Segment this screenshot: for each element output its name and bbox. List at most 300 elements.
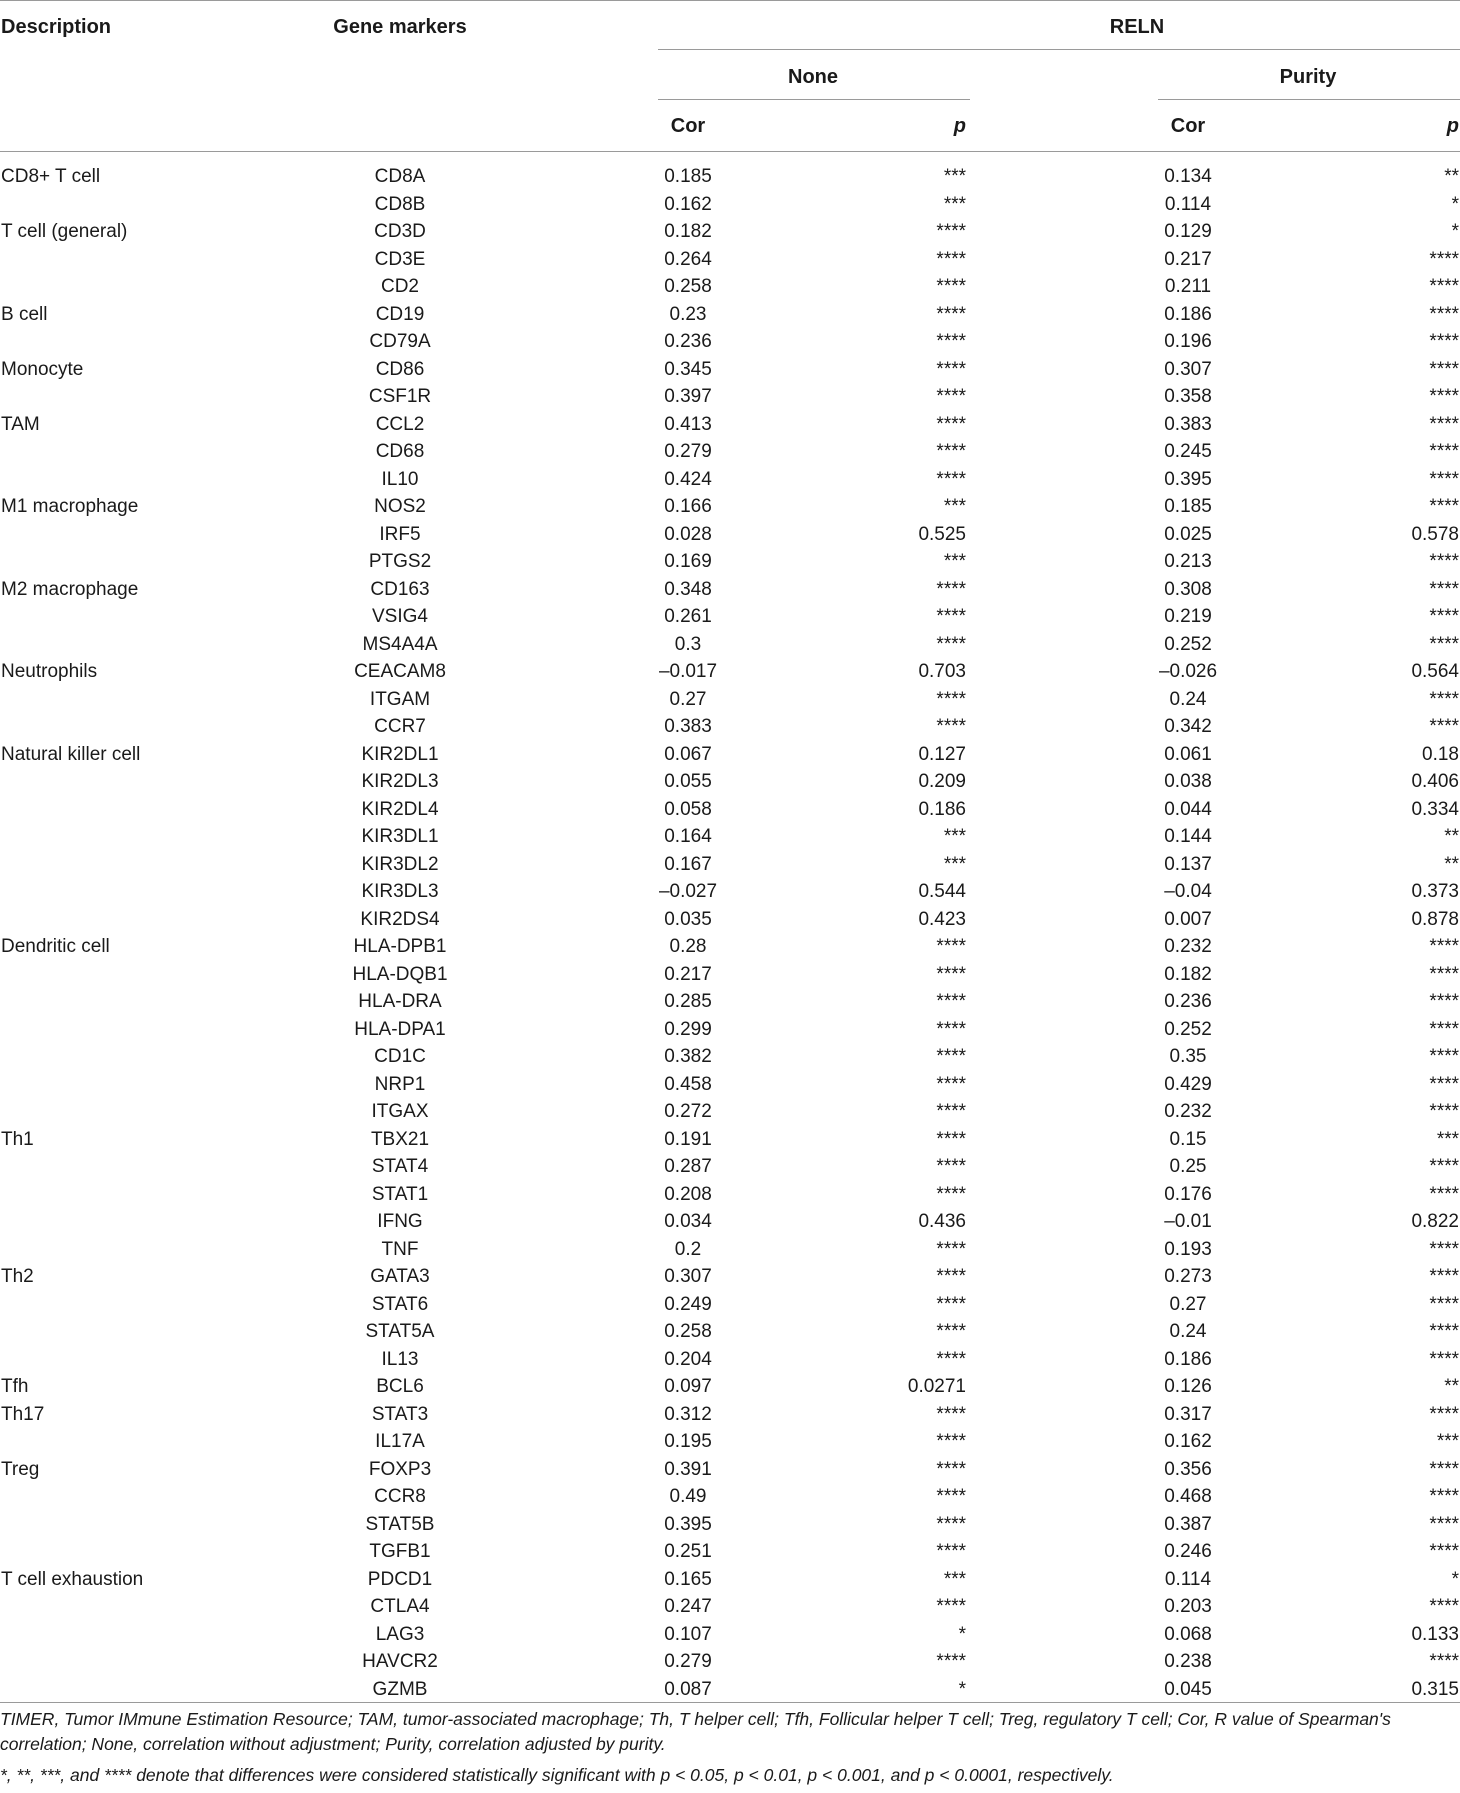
- none-cor-cell: 0.185: [664, 166, 712, 187]
- none-p-cell: ****: [936, 936, 966, 957]
- header-reln: RELN: [1109, 16, 1165, 38]
- gene-marker-cell: CD163: [370, 578, 430, 600]
- none-p-cell: ****: [936, 1348, 966, 1370]
- purity-p-cell: ****: [1429, 1348, 1459, 1370]
- table-row: [0, 1071, 1460, 1099]
- purity-cor-cell: 0.317: [1164, 1403, 1212, 1425]
- none-p-cell: ****: [936, 1046, 966, 1067]
- gene-marker-cell: CD68: [375, 441, 425, 462]
- purity-cor-cell: 0.27: [1169, 1293, 1207, 1315]
- purity-p-cell: ****: [1429, 303, 1459, 325]
- table-row: [0, 988, 1460, 1016]
- table-row: [0, 933, 1460, 961]
- table-row: [0, 521, 1460, 549]
- purity-cor-cell: 0.044: [1164, 798, 1212, 820]
- none-cor-cell: 0.258: [664, 276, 712, 297]
- purity-p-cell: ****: [1429, 358, 1459, 380]
- gene-marker-cell: CTLA4: [370, 1596, 430, 1617]
- gene-marker-cell: KIR3DL3: [361, 881, 439, 902]
- purity-cor-cell: 0.15: [1169, 1128, 1207, 1150]
- none-p-cell: ***: [943, 551, 966, 572]
- none-cor-cell: 0.191: [664, 1128, 712, 1150]
- table-row: [0, 1208, 1460, 1236]
- gene-marker-cell: KIR2DS4: [360, 908, 440, 930]
- gene-marker-cell: STAT3: [371, 1403, 429, 1425]
- none-p-cell: ****: [936, 1431, 966, 1452]
- header-none-cor: Cor: [670, 115, 706, 137]
- none-cor-cell: 0.107: [664, 1623, 712, 1645]
- none-p-cell: ****: [936, 578, 966, 600]
- table-row: [0, 1511, 1460, 1539]
- purity-p-cell: ****: [1429, 551, 1459, 572]
- none-p-cell: ****: [936, 1018, 966, 1040]
- gene-marker-cell: CCR7: [374, 716, 426, 737]
- none-p-cell: ****: [936, 1651, 966, 1672]
- gene-marker-cell: IRF5: [379, 523, 421, 545]
- table-row: [0, 878, 1460, 906]
- purity-p-cell: ****: [1429, 1403, 1459, 1425]
- purity-cor-cell: 0.252: [1164, 633, 1212, 655]
- none-p-cell: ****: [936, 991, 966, 1012]
- purity-cor-cell: 0.468: [1164, 1486, 1212, 1507]
- table-row: [0, 961, 1460, 989]
- table-row: [0, 1373, 1460, 1401]
- reln-group-rule: [658, 49, 1460, 50]
- none-p-cell: ****: [936, 386, 966, 407]
- purity-cor-cell: –0.04: [1164, 881, 1212, 902]
- none-p-cell: ****: [936, 606, 966, 627]
- footnote-abbreviations: TIMER, Tumor IMmune Estimation Resource; TAM, tumor-associated macrophage; Th, T helper cell; Tfh, Follicular helper T cell; Treg, regulatory T cell; Cor, R value of Spearman's correlation; None, correlation without adjustment; Purity, correlation adjusted by purity.: [0, 1709, 1391, 1754]
- none-cor-cell: 0.287: [664, 1156, 712, 1177]
- gene-marker-cell: PTGS2: [368, 551, 432, 572]
- purity-cor-cell: 0.186: [1164, 1348, 1212, 1370]
- gene-marker-cell: ITGAM: [369, 688, 431, 710]
- purity-p-cell: ****: [1429, 991, 1459, 1012]
- purity-p-cell: ****: [1429, 1156, 1459, 1177]
- purity-p-cell: 0.564: [1411, 661, 1459, 682]
- purity-cor-cell: 0.186: [1164, 303, 1212, 325]
- gene-marker-cell: HLA-DPA1: [354, 1018, 446, 1040]
- purity-p-cell: ****: [1429, 1183, 1459, 1205]
- table-row: [0, 658, 1460, 686]
- purity-cor-cell: 0.162: [1164, 1431, 1212, 1452]
- purity-cor-cell: 0.211: [1164, 276, 1212, 297]
- none-p-cell: ***: [943, 853, 966, 875]
- table-row: [0, 1428, 1460, 1456]
- none-cor-cell: –0.027: [658, 881, 718, 902]
- purity-p-cell: ****: [1429, 963, 1459, 985]
- purity-p-cell: **: [1444, 853, 1459, 875]
- purity-cor-cell: –0.01: [1164, 1211, 1212, 1232]
- gene-marker-cell: CCR8: [374, 1486, 426, 1507]
- table-row: [0, 383, 1460, 411]
- table-row: [0, 631, 1460, 659]
- none-p-cell: ****: [936, 633, 966, 655]
- purity-p-cell: ****: [1429, 496, 1459, 517]
- header-purity: Purity: [1279, 66, 1337, 88]
- gene-marker-cell: NOS2: [374, 496, 426, 517]
- purity-cor-cell: 0.356: [1164, 1458, 1212, 1480]
- table-row: [0, 796, 1460, 824]
- gene-marker-cell: FOXP3: [368, 1458, 432, 1480]
- purity-p-cell: 0.878: [1411, 908, 1459, 930]
- none-p-cell: ****: [936, 1486, 966, 1507]
- gene-marker-cell: KIR2DL3: [361, 771, 439, 792]
- none-p-cell: *: [958, 1678, 966, 1700]
- gene-marker-cell: VSIG4: [372, 606, 428, 627]
- none-cor-cell: 0.167: [664, 853, 712, 875]
- purity-p-cell: ****: [1429, 578, 1459, 600]
- none-cor-cell: 0.067: [664, 743, 712, 765]
- purity-cor-cell: 0.025: [1164, 523, 1212, 545]
- table-row: [0, 1126, 1460, 1154]
- purity-p-cell: 0.18: [1422, 743, 1459, 765]
- none-cor-cell: 0.264: [664, 248, 712, 270]
- none-cor-cell: 0.251: [664, 1541, 712, 1562]
- gene-marker-cell: TNF: [381, 1238, 419, 1260]
- table-row: [0, 1236, 1460, 1264]
- none-cor-cell: 0.217: [664, 963, 712, 985]
- purity-p-cell: ****: [1429, 441, 1459, 462]
- none-cor-cell: 0.028: [664, 523, 712, 545]
- purity-p-cell: ****: [1429, 936, 1459, 957]
- purity-p-cell: **: [1444, 166, 1459, 187]
- none-p-cell: 0.423: [918, 908, 966, 930]
- none-cor-cell: 0.249: [664, 1293, 712, 1315]
- purity-p-cell: *: [1451, 221, 1459, 242]
- purity-p-cell: ****: [1429, 1266, 1459, 1287]
- purity-p-cell: ****: [1429, 1651, 1459, 1672]
- description-cell: T cell exhaustion: [1, 1568, 144, 1590]
- purity-cor-cell: 0.308: [1164, 578, 1212, 600]
- gene-marker-cell: IL13: [381, 1348, 419, 1370]
- purity-cor-cell: 0.236: [1164, 991, 1212, 1012]
- table-row: [0, 163, 1460, 191]
- purity-cor-cell: –0.026: [1158, 661, 1218, 682]
- purity-cor-cell: 0.114: [1164, 1568, 1212, 1590]
- purity-cor-cell: 0.358: [1164, 386, 1212, 407]
- none-p-cell: 0.544: [918, 881, 966, 902]
- gene-marker-cell: CD79A: [369, 331, 431, 352]
- table-row: [0, 906, 1460, 934]
- purity-p-cell: 0.578: [1411, 523, 1459, 545]
- purity-cor-cell: 0.307: [1164, 358, 1212, 380]
- gene-marker-cell: HAVCR2: [362, 1651, 438, 1672]
- none-cor-cell: 0.162: [664, 193, 712, 215]
- none-cor-cell: 0.034: [664, 1211, 712, 1232]
- description-cell: TAM: [1, 413, 40, 435]
- table-row: [0, 301, 1460, 329]
- none-cor-cell: 0.299: [664, 1018, 712, 1040]
- none-cor-cell: 0.395: [664, 1513, 712, 1535]
- table-row: [0, 713, 1460, 741]
- table-row: [0, 1153, 1460, 1181]
- none-cor-cell: 0.166: [664, 496, 712, 517]
- purity-p-cell: ****: [1429, 1486, 1459, 1507]
- table-row: [0, 1401, 1460, 1429]
- header-purity-cor: Cor: [1170, 115, 1206, 137]
- none-p-cell: ****: [936, 441, 966, 462]
- none-cor-cell: 0.204: [664, 1348, 712, 1370]
- purity-cor-cell: 0.217: [1164, 248, 1212, 270]
- purity-cor-cell: 0.176: [1164, 1183, 1212, 1205]
- none-cor-cell: 0.055: [664, 771, 712, 792]
- gene-marker-cell: GZMB: [372, 1678, 428, 1700]
- none-p-cell: ****: [936, 688, 966, 710]
- none-cor-cell: 0.2: [674, 1238, 702, 1260]
- gene-marker-cell: TBX21: [370, 1128, 430, 1150]
- none-cor-cell: 0.458: [664, 1073, 712, 1095]
- none-cor-cell: 0.058: [664, 798, 712, 820]
- table-row: [0, 1483, 1460, 1511]
- purity-cor-cell: 0.126: [1164, 1376, 1212, 1397]
- none-cor-cell: –0.017: [658, 661, 718, 682]
- purity-cor-cell: 0.185: [1164, 496, 1212, 517]
- none-cor-cell: 0.383: [664, 716, 712, 737]
- purity-p-cell: ****: [1429, 1293, 1459, 1315]
- table-top-rule: [0, 0, 1460, 1]
- none-p-cell: 0.436: [918, 1211, 966, 1232]
- table-row: [0, 218, 1460, 246]
- none-cor-cell: 0.236: [664, 331, 712, 352]
- table-row: [0, 328, 1460, 356]
- none-p-cell: ****: [936, 1596, 966, 1617]
- none-p-cell: ****: [936, 1513, 966, 1535]
- table-row: [0, 576, 1460, 604]
- purity-p-cell: ****: [1429, 1018, 1459, 1040]
- gene-marker-cell: CD8A: [374, 166, 426, 187]
- table-row: [0, 1043, 1460, 1071]
- none-cor-cell: 0.165: [664, 1568, 712, 1590]
- purity-p-cell: ****: [1429, 413, 1459, 435]
- table-row: [0, 438, 1460, 466]
- purity-p-cell: ****: [1429, 1046, 1459, 1067]
- purity-p-cell: *: [1451, 193, 1459, 215]
- none-p-cell: ****: [936, 1266, 966, 1287]
- purity-cor-cell: 0.232: [1164, 936, 1212, 957]
- gene-marker-cell: CEACAM8: [354, 661, 446, 682]
- purity-cor-cell: 0.045: [1164, 1678, 1212, 1700]
- none-p-cell: 0.0271: [907, 1376, 966, 1397]
- purity-cor-cell: 0.429: [1164, 1073, 1212, 1095]
- none-p-cell: ****: [936, 221, 966, 242]
- none-p-cell: 0.186: [918, 798, 966, 820]
- none-cor-cell: 0.23: [669, 303, 707, 325]
- description-cell: Neutrophils: [1, 661, 98, 682]
- none-group-rule: [658, 99, 970, 100]
- table-row: [0, 1456, 1460, 1484]
- none-p-cell: ***: [943, 193, 966, 215]
- purity-p-cell: *: [1451, 1568, 1459, 1590]
- purity-cor-cell: 0.25: [1169, 1156, 1207, 1177]
- purity-p-cell: ****: [1429, 1321, 1459, 1342]
- none-cor-cell: 0.413: [664, 413, 712, 435]
- description-cell: Th17: [1, 1403, 45, 1425]
- table-row: [0, 1098, 1460, 1126]
- table-body: [0, 163, 1460, 1703]
- header-none: None: [788, 66, 838, 88]
- header-description: Description: [1, 16, 112, 38]
- description-cell: M2 macrophage: [1, 578, 139, 600]
- gene-marker-cell: PDCD1: [367, 1568, 433, 1590]
- gene-marker-cell: HLA-DRA: [358, 991, 442, 1012]
- purity-p-cell: ****: [1429, 468, 1459, 490]
- purity-p-cell: ****: [1429, 716, 1459, 737]
- purity-p-cell: ****: [1429, 1596, 1459, 1617]
- purity-p-cell: **: [1444, 826, 1459, 847]
- gene-marker-cell: CD86: [375, 358, 425, 380]
- none-cor-cell: 0.195: [664, 1431, 712, 1452]
- none-cor-cell: 0.27: [669, 688, 707, 710]
- table-row: [0, 851, 1460, 879]
- description-cell: Treg: [1, 1458, 40, 1480]
- table-row: [0, 768, 1460, 796]
- table-row: [0, 1181, 1460, 1209]
- gene-marker-cell: CD2: [380, 276, 420, 297]
- table-bottom-rule: [0, 1702, 1460, 1703]
- none-cor-cell: 0.035: [664, 908, 712, 930]
- gene-marker-cell: LAG3: [375, 1623, 425, 1645]
- none-cor-cell: 0.391: [664, 1458, 712, 1480]
- table-row: [0, 411, 1460, 439]
- none-cor-cell: 0.208: [664, 1183, 712, 1205]
- purity-cor-cell: 0.273: [1164, 1266, 1212, 1287]
- none-p-cell: ****: [936, 1541, 966, 1562]
- description-cell: Th2: [1, 1266, 34, 1287]
- purity-cor-cell: 0.196: [1164, 331, 1212, 352]
- none-p-cell: ***: [943, 496, 966, 517]
- table-row: [0, 356, 1460, 384]
- purity-cor-cell: 0.129: [1164, 221, 1212, 242]
- purity-p-cell: ****: [1429, 606, 1459, 627]
- purity-p-cell: ****: [1429, 1513, 1459, 1535]
- purity-cor-cell: 0.232: [1164, 1101, 1212, 1122]
- none-cor-cell: 0.164: [664, 826, 712, 847]
- table-row: [0, 1346, 1460, 1374]
- purity-cor-cell: 0.24: [1169, 688, 1207, 710]
- none-cor-cell: 0.28: [669, 936, 707, 957]
- footnote-significance: *, **, ***, and **** denote that differences were considered statistically significant with p < 0.05, p < 0.01, p < 0.001, and p < 0.0001, respectively.: [0, 1765, 1114, 1785]
- description-cell: CD8+ T cell: [1, 166, 101, 187]
- purity-cor-cell: 0.395: [1164, 468, 1212, 490]
- header-none-p: p: [953, 115, 966, 137]
- none-p-cell: ***: [943, 826, 966, 847]
- gene-marker-cell: KIR2DL1: [361, 743, 439, 765]
- gene-marker-cell: STAT5A: [365, 1321, 435, 1342]
- purity-cor-cell: 0.24: [1169, 1321, 1207, 1342]
- gene-marker-cell: CCL2: [375, 413, 425, 435]
- description-cell: M1 macrophage: [1, 496, 139, 517]
- none-p-cell: *: [958, 1623, 966, 1645]
- none-p-cell: ****: [936, 1293, 966, 1315]
- purity-p-cell: 0.822: [1411, 1211, 1459, 1232]
- purity-cor-cell: 0.203: [1164, 1596, 1212, 1617]
- none-p-cell: ****: [936, 1321, 966, 1342]
- gene-marker-cell: BCL6: [376, 1376, 424, 1397]
- none-cor-cell: 0.169: [664, 551, 712, 572]
- none-cor-cell: 0.261: [664, 606, 712, 627]
- gene-marker-cell: KIR3DL2: [361, 853, 439, 875]
- gene-marker-cell: CD3D: [374, 221, 426, 242]
- purity-cor-cell: 0.342: [1164, 716, 1212, 737]
- purity-cor-cell: 0.245: [1164, 441, 1212, 462]
- none-cor-cell: 0.3: [674, 633, 702, 655]
- table-row: [0, 603, 1460, 631]
- table-row: [0, 1016, 1460, 1044]
- table-row: [0, 1538, 1460, 1566]
- description-cell: Th1: [1, 1128, 34, 1150]
- none-cor-cell: 0.312: [664, 1403, 712, 1425]
- none-cor-cell: 0.397: [664, 386, 712, 407]
- none-p-cell: ****: [936, 1156, 966, 1177]
- none-p-cell: ****: [936, 358, 966, 380]
- purity-p-cell: 0.406: [1411, 771, 1459, 792]
- none-cor-cell: 0.182: [664, 221, 712, 242]
- none-p-cell: 0.127: [918, 743, 966, 765]
- table-row: [0, 1318, 1460, 1346]
- purity-p-cell: ****: [1429, 331, 1459, 352]
- purity-cor-cell: 0.134: [1164, 166, 1212, 187]
- purity-p-cell: ****: [1429, 1458, 1459, 1480]
- purity-p-cell: ****: [1429, 276, 1459, 297]
- none-p-cell: ****: [936, 1101, 966, 1122]
- purity-cor-cell: 0.35: [1169, 1046, 1207, 1067]
- table-row: [0, 548, 1460, 576]
- none-p-cell: ****: [936, 1238, 966, 1260]
- table-row: [0, 823, 1460, 851]
- none-p-cell: ****: [936, 1073, 966, 1095]
- description-cell: Dendritic cell: [1, 936, 110, 957]
- none-cor-cell: 0.382: [664, 1046, 712, 1067]
- purity-p-cell: 0.373: [1411, 881, 1459, 902]
- none-cor-cell: 0.424: [664, 468, 712, 490]
- none-p-cell: 0.525: [918, 523, 966, 545]
- none-p-cell: ****: [936, 303, 966, 325]
- none-p-cell: ****: [936, 963, 966, 985]
- table-row: [0, 1621, 1460, 1649]
- table-row: [0, 273, 1460, 301]
- table-row: [0, 686, 1460, 714]
- gene-marker-cell: GATA3: [370, 1266, 430, 1287]
- gene-marker-cell: TGFB1: [369, 1541, 431, 1562]
- description-cell: B cell: [1, 303, 48, 325]
- none-p-cell: ****: [936, 716, 966, 737]
- table-row: [0, 741, 1460, 769]
- purity-cor-cell: 0.114: [1164, 193, 1212, 215]
- none-p-cell: ****: [936, 1403, 966, 1425]
- none-p-cell: ***: [943, 1568, 966, 1590]
- gene-marker-cell: MS4A4A: [362, 633, 438, 655]
- gene-marker-cell: CD1C: [374, 1046, 426, 1067]
- header-bottom-rule: [0, 151, 1460, 152]
- none-p-cell: ****: [936, 468, 966, 490]
- purity-p-cell: **: [1444, 1376, 1459, 1397]
- purity-p-cell: ****: [1429, 1541, 1459, 1562]
- purity-cor-cell: 0.246: [1164, 1541, 1212, 1562]
- none-cor-cell: 0.272: [664, 1101, 712, 1122]
- none-cor-cell: 0.247: [664, 1596, 712, 1617]
- table-row: [0, 1676, 1460, 1704]
- none-p-cell: ***: [943, 166, 966, 187]
- purity-cor-cell: 0.213: [1164, 551, 1212, 572]
- gene-marker-cell: STAT4: [371, 1156, 429, 1177]
- purity-p-cell: ***: [1436, 1128, 1459, 1150]
- gene-marker-cell: KIR2DL4: [361, 798, 439, 820]
- purity-p-cell: ****: [1429, 386, 1459, 407]
- purity-p-cell: ****: [1429, 688, 1459, 710]
- table-row: [0, 1291, 1460, 1319]
- header-gene-markers: Gene markers: [333, 16, 467, 38]
